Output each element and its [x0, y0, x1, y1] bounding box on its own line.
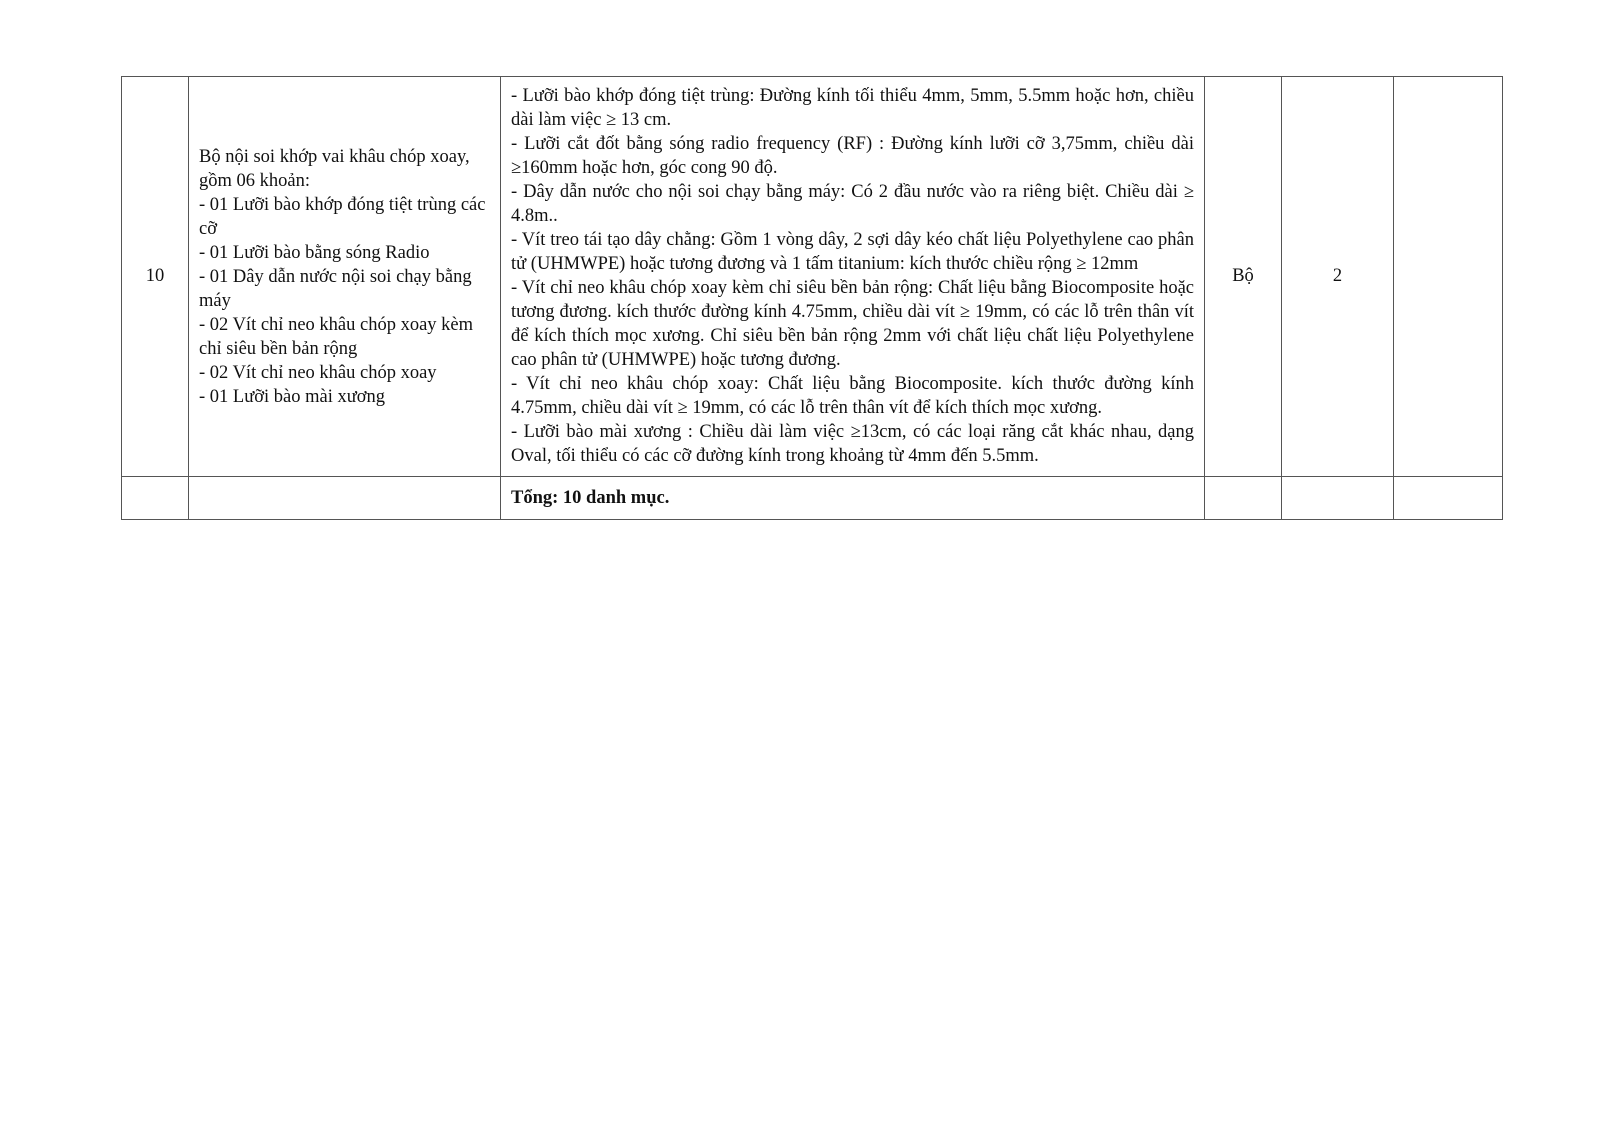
total-row	[122, 477, 1503, 520]
row-number: 10	[122, 77, 189, 477]
component-item: - 02 Vít chỉ neo khâu chóp xoay kèm chỉ siêu bền bản rộng	[199, 314, 474, 359]
empty-cell	[1205, 477, 1282, 520]
quantity-cell: 2	[1282, 77, 1394, 477]
component-item: - 01 Lưỡi bào mài xương	[199, 386, 386, 407]
spec-item: - Lưỡi bào mài xương : Chiều dài làm việc ≥13cm, có các loại răng cắt khác nhau, dạng Oval, tối thiểu có các cỡ đường kính trong khoảng từ 4mm đến 5.5mm.	[511, 422, 1194, 466]
total-label: Tổng: 10 danh mục.	[501, 477, 1205, 520]
empty-cell	[1282, 477, 1394, 520]
empty-cell	[189, 477, 501, 520]
spec-item: - Lưỡi cắt đốt bằng sóng radio frequency (RF) : Đường kính lưỡi cỡ 3,75mm, chiều dài ≥160mm hoặc hơn, góc cong 90 độ.	[511, 134, 1194, 178]
empty-cell	[1394, 477, 1503, 520]
spec-item: - Lưỡi bào khớp đóng tiệt trùng: Đường kính tối thiểu 4mm, 5mm, 5.5mm hoặc hơn, chiều dài làm việc ≥ 13 cm.	[511, 86, 1194, 130]
component-item: - 01 Lưỡi bào khớp đóng tiệt trùng các cỡ	[199, 194, 486, 239]
item-name-cell	[189, 77, 501, 477]
specification-cell	[501, 77, 1205, 477]
equipment-table	[121, 76, 1503, 520]
spec-item: - Vít chỉ neo khâu chóp xoay: Chất liệu bằng Biocomposite. kích thước đường kính 4.75mm, chiều dài vít ≥ 19mm, có các lỗ trên thân vít để kích thích mọc xương.	[511, 374, 1194, 418]
component-item: - 01 Lưỡi bào bằng sóng Radio	[199, 242, 430, 263]
spec-item: - Vít treo tái tạo dây chằng: Gồm 1 vòng dây, 2 sợi dây kéo chất liệu Polyethylene cao phân tử (UHMWPE) hoặc tương đương và 1 tấm titanium: kích thước chiều rộng ≥ 12mm	[511, 230, 1194, 274]
unit-cell: Bộ	[1205, 77, 1282, 477]
empty-cell	[122, 477, 189, 520]
component-item: - 01 Dây dẫn nước nội soi chạy bằng máy	[199, 266, 472, 311]
component-item: - 02 Vít chỉ neo khâu chóp xoay	[199, 362, 437, 383]
item-name-title: Bộ nội soi khớp vai khâu chóp xoay, gồm 06 khoản:	[199, 146, 470, 191]
spec-item: - Dây dẫn nước cho nội soi chạy bằng máy: Có 2 đầu nước vào ra riêng biệt. Chiều dài ≥ 4.8m..	[511, 182, 1194, 226]
note-cell	[1394, 77, 1503, 477]
table-row	[122, 77, 1503, 477]
spec-item: - Vít chỉ neo khâu chóp xoay kèm chỉ siêu bền bản rộng: Chất liệu bằng Biocomposite hoặc tương đương. kích thước đường kính 4.75mm, chiều dài vít ≥ 19mm, có các lỗ trên thân vít để kích thích mọc xương. Chỉ siêu bền bản rộng 2mm với chất liệu chất liệu Polyethylene cao phân tử (UHMWPE) hoặc tương đương.	[511, 278, 1194, 370]
